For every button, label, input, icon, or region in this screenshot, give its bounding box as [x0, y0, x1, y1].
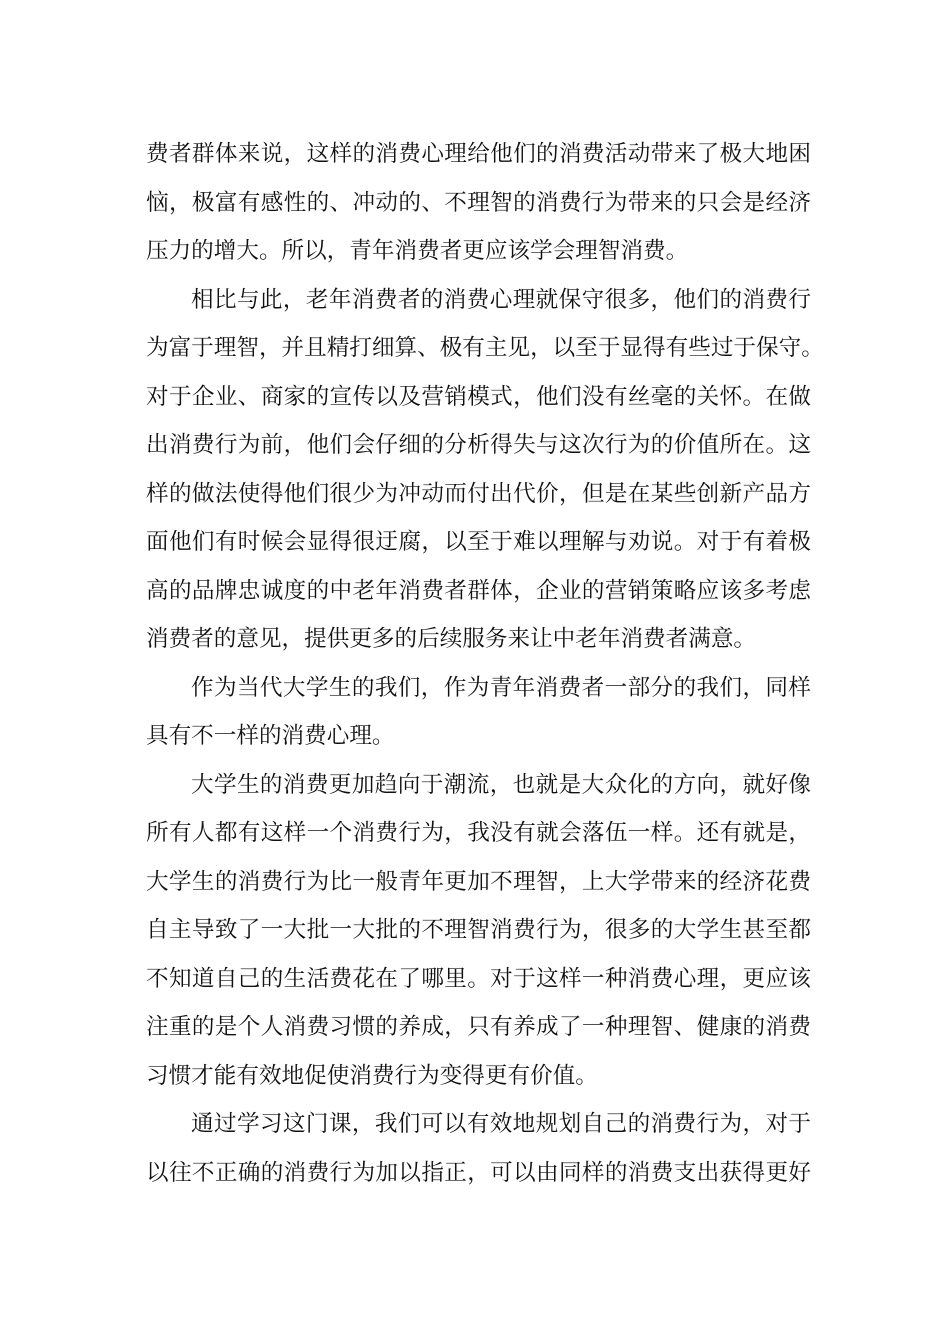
text-line: 对于企业、商家的宣传以及营销模式，他们没有丝毫的关怀。在做	[146, 383, 811, 410]
text-line: 所有人都有这样一个消费行为，我没有就会落伍一样。还有就是，	[146, 820, 811, 846]
paragraph	[146, 276, 824, 664]
text-line: 大学生的消费行为比一般青年更加不理智，上大学带来的经济花费	[146, 868, 811, 895]
text-line: 出消费行为前，他们会仔细的分析得失与这次行为的价值所在。这	[146, 432, 811, 458]
text-line: 面他们有时候会显得很迂腐，以至于难以理解与劝说。对于有着极	[146, 529, 811, 555]
text-line: 高的品牌忠诚度的中老年消费者群体，企业的营销策略应该多考虑	[146, 577, 811, 604]
text-line: 大学生的消费更加趋向于潮流，也就是大众化的方向，就好像	[191, 771, 811, 798]
paragraph	[146, 761, 811, 1101]
text-line: 样的做法使得他们很少为冲动而付出代价，但是在某些创新产品方	[146, 480, 811, 507]
text-line: 相比与此，老年消费者的消费心理就保守很多，他们的消费行	[191, 286, 811, 313]
document-body	[146, 130, 824, 1197]
paragraph	[146, 1100, 811, 1197]
text-line: 习惯才能有效地促使消费行为变得更有价值。	[146, 1062, 598, 1089]
text-line: 注重的是个人消费习惯的养成，只有养成了一种理智、健康的消费	[146, 1014, 811, 1040]
text-line: 消费者的意见，提供更多的后续服务来让中老年消费者满意。	[146, 626, 757, 652]
paragraph	[146, 130, 811, 276]
text-line: 具有不一样的消费心理。	[146, 723, 395, 749]
text-line: 不知道自己的生活费花在了哪里。对于这样一种消费心理，更应该	[146, 965, 811, 992]
text-line: 为富于理智，并且精打细算、极有主见，以至于显得有些过于保守。	[146, 335, 824, 361]
text-line: 通过学习这门课，我们可以有效地规划自己的消费行为，对于	[191, 1111, 811, 1137]
text-line: 压力的增大。所以，青年消费者更应该学会理智消费。	[146, 238, 689, 264]
text-line: 自主导致了一大批一大批的不理智消费行为，很多的大学生甚至都	[146, 917, 811, 943]
text-line: 恼，极富有感性的、冲动的、不理智的消费行为带来的只会是经济	[146, 189, 811, 216]
text-line: 费者群体来说，这样的消费心理给他们的消费活动带来了极大地困	[146, 141, 811, 167]
paragraph	[146, 664, 811, 761]
text-line: 作为当代大学生的我们，作为青年消费者一部分的我们，同样	[191, 674, 811, 701]
text-line: 以往不正确的消费行为加以指正，可以由同样的消费支出获得更好	[146, 1159, 811, 1186]
